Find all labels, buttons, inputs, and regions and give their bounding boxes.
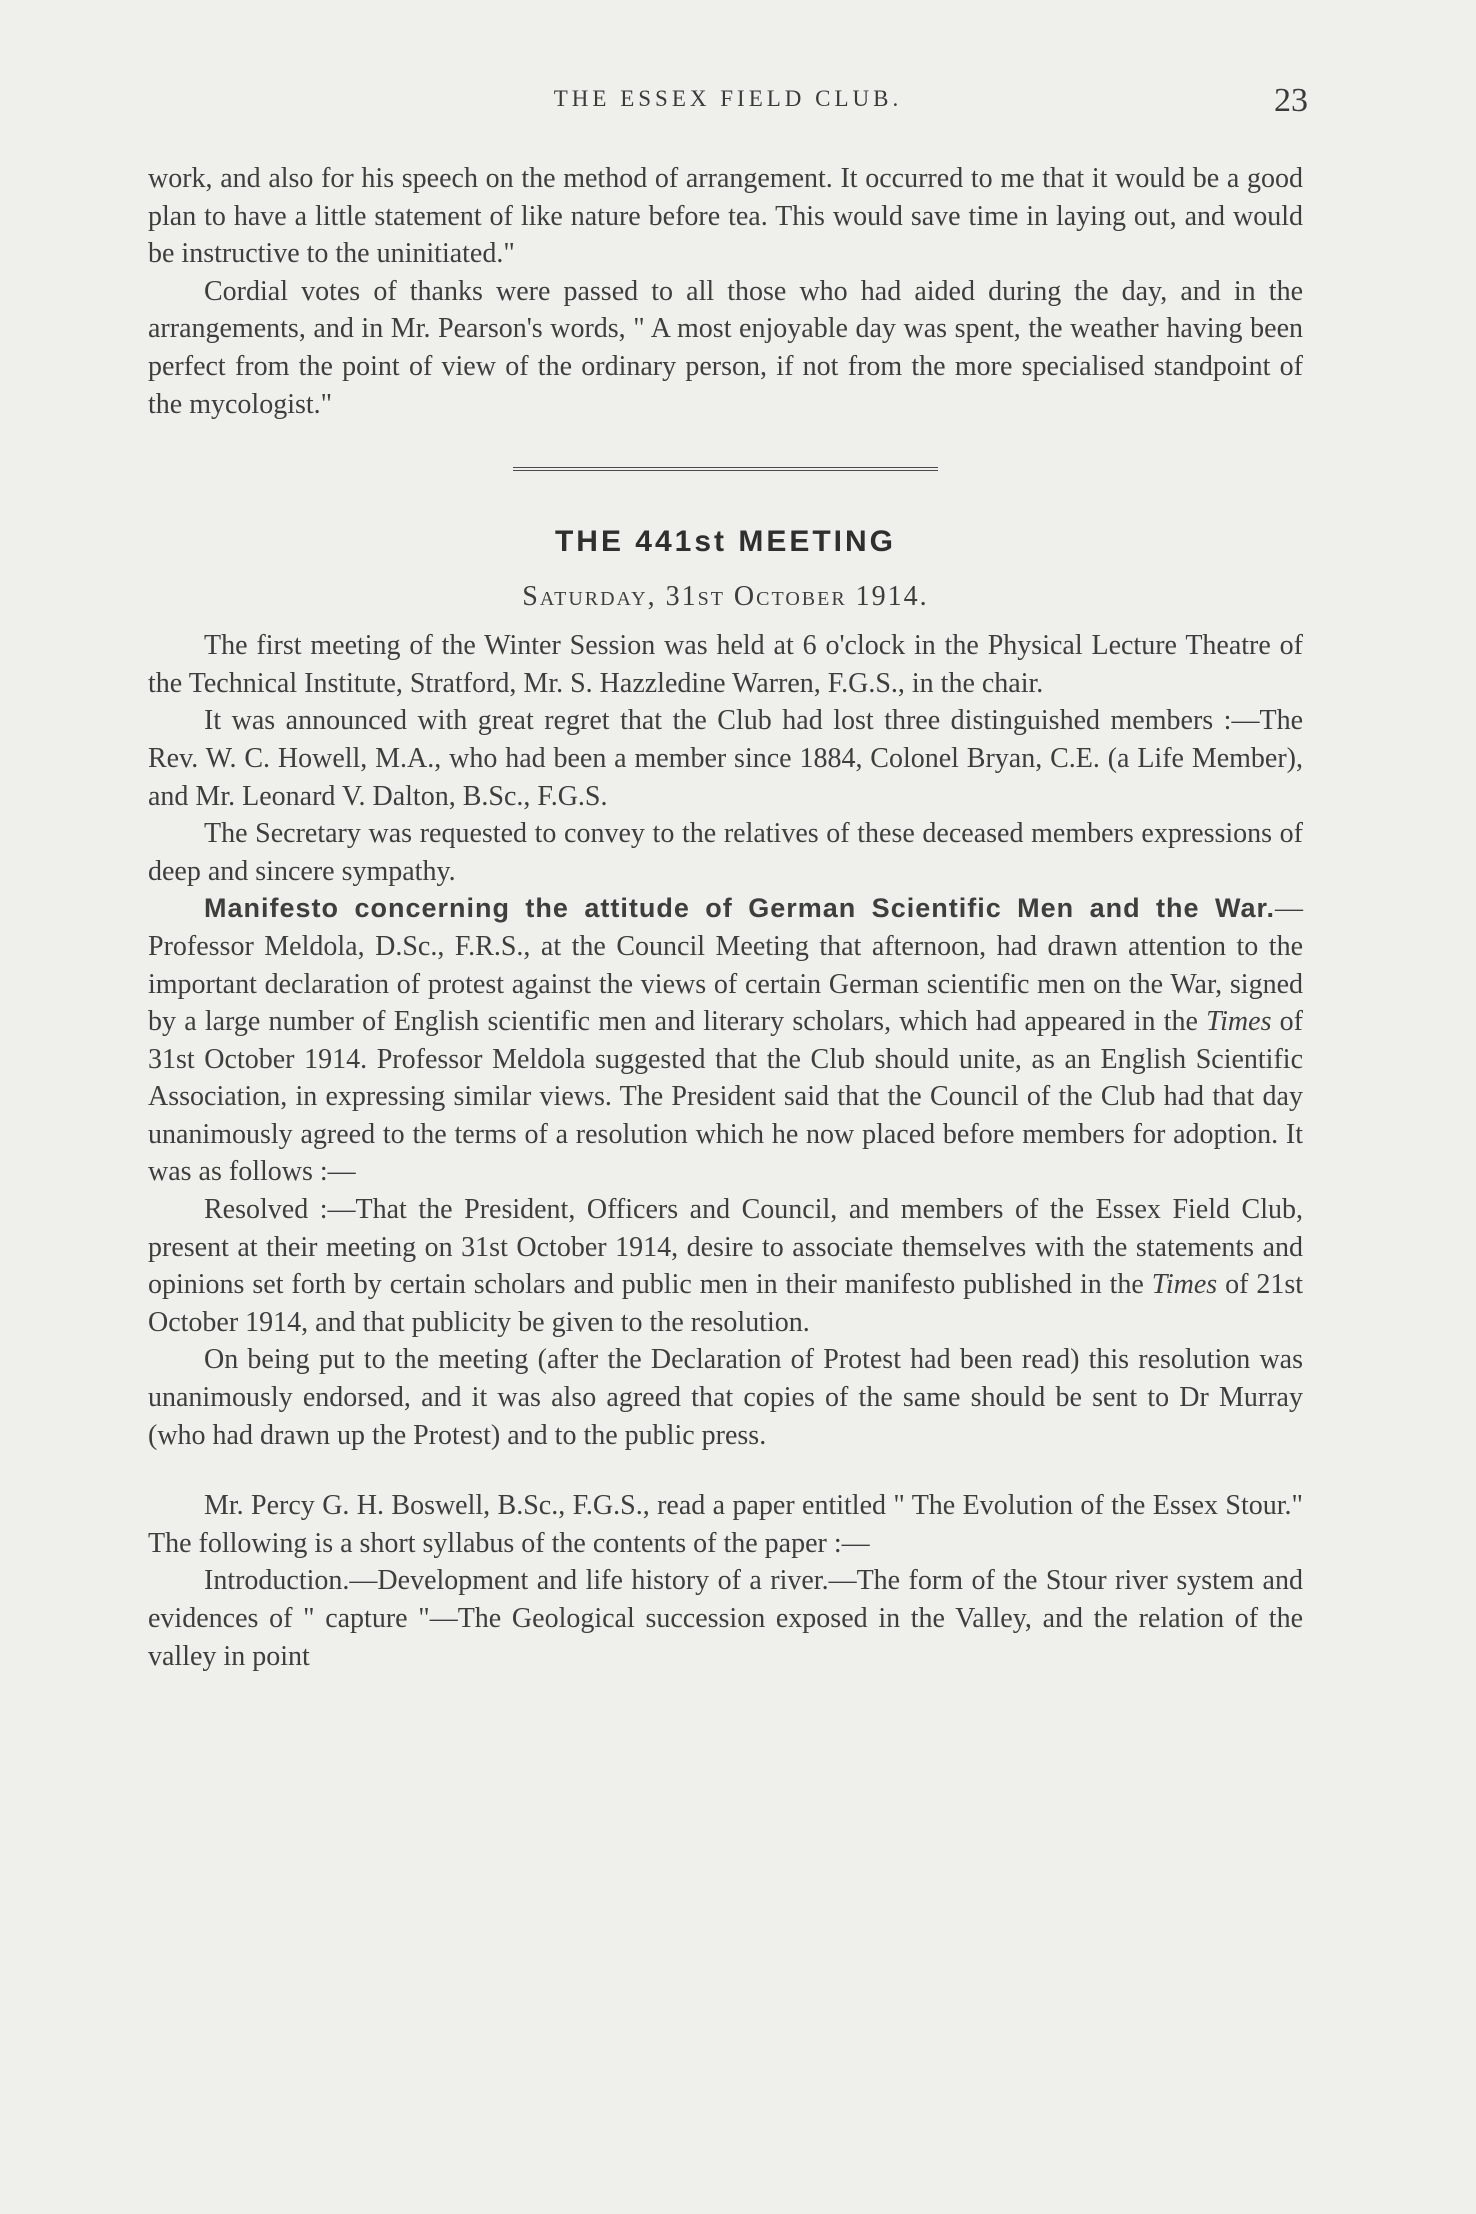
- paragraph-thanks: Cordial votes of thanks were passed to all those who had aided during the day, and in the arrangements, and in Mr. Pearson's words, " A most enjoyable day was spent, the weather having been perfect from the point of view of the ordinary person, if not from the more specialised standpoint of the mycologist.": [148, 275, 1303, 420]
- paragraph-introduction: Introduction.—Development and life history of a river.—The form of the Stour river system and evidences of " capture "—The Geological succession exposed in the Valley, and the relation of the valley in point: [148, 1565, 1303, 1672]
- manifesto-text-a: —Professor Meldola, D.Sc., F.R.S., at the Council Meeting that afternoon, had drawn attention to the important declaration of protest against the views of certain German scientific men on the War, signed by a large number of English scientific men and literary scholars, which had appeared in the: [148, 893, 1303, 1038]
- paragraph-sympathy: The Secretary was requested to convey to the relatives of these deceased members expressions of deep and sincere sympathy.: [148, 818, 1303, 887]
- paragraph-first-meeting: The first meeting of the Winter Session was held at 6 o'clock in the Physical Lecture Theatre of the Technical Institute, Stratford, Mr. S. Hazzledine Warren, F.G.S., in the chair.: [148, 630, 1303, 699]
- manifesto-times: Times: [1206, 1006, 1272, 1038]
- paragraph-resolved: [148, 1191, 1303, 1341]
- manifesto-text-b: of 31st October 1914. Professor Meldola suggested that the Club should unite, as an English Scientific Association, in expressing similar views. The President said that the Council of the Club had that day unanimously agreed to the terms of a resolution which he now placed before members for adoption. It was as follows :—: [148, 1006, 1304, 1188]
- meeting-heading: THE 441st MEETING: [554, 525, 897, 559]
- paragraph-endorsed: On being put to the meeting (after the Declaration of Protest had been read) this resolution was unanimously endorsed, and it was also agreed that copies of the same should be sent to Dr Murray (who had drawn up the Protest) and to the public press.: [148, 1344, 1303, 1451]
- meeting-date: Saturday, 31st October 1914.: [522, 581, 929, 613]
- paragraph-gap: [148, 1454, 1303, 1487]
- running-head: [148, 82, 1308, 126]
- paragraph-continued: work, and also for his speech on the method of arrangement. It occurred to me that it would be a good plan to have a little statement of like nature before tea. This would save time in laying out, and would be instructive to the uninitiated.": [148, 163, 1303, 270]
- paragraph-manifesto: [148, 890, 1303, 1191]
- resolved-text-a: Resolved :—That the President, Officers and Council, and members of the Essex Field Club, present at their meeting on 31st October 1914, desire to associate themselves with the statements and opinions set forth by certain scholars and public men in their manifesto published in the: [148, 1194, 1303, 1301]
- manifesto-heading: Manifesto concerning the attitude of German Scientific Men and the War.: [204, 893, 1275, 924]
- paragraph-members-lost: It was announced with great regret that the Club had lost three distinguished members :—The Rev. W. C. Howell, M.A., who had been a member since 1884, Colonel Bryan, C.E. (a Life Member), and Mr. Leonard V. Dalton, B.Sc., F.G.S.: [148, 705, 1303, 812]
- resolved-text-b: of 21st October 1914, and that publicity be given to the resolution.: [148, 1269, 1304, 1338]
- resolved-times: Times: [1151, 1269, 1218, 1301]
- paragraph-boswell: Mr. Percy G. H. Boswell, B.Sc., F.G.S., read a paper entitled " The Evolution of the Essex Stour." The following is a short syllabus of the contents of the paper :—: [148, 1490, 1303, 1559]
- page-body: [148, 160, 1303, 1675]
- page-number: 23: [1274, 82, 1308, 119]
- running-title: THE ESSEX FIELD CLUB.: [553, 86, 903, 111]
- section-divider: [513, 467, 938, 471]
